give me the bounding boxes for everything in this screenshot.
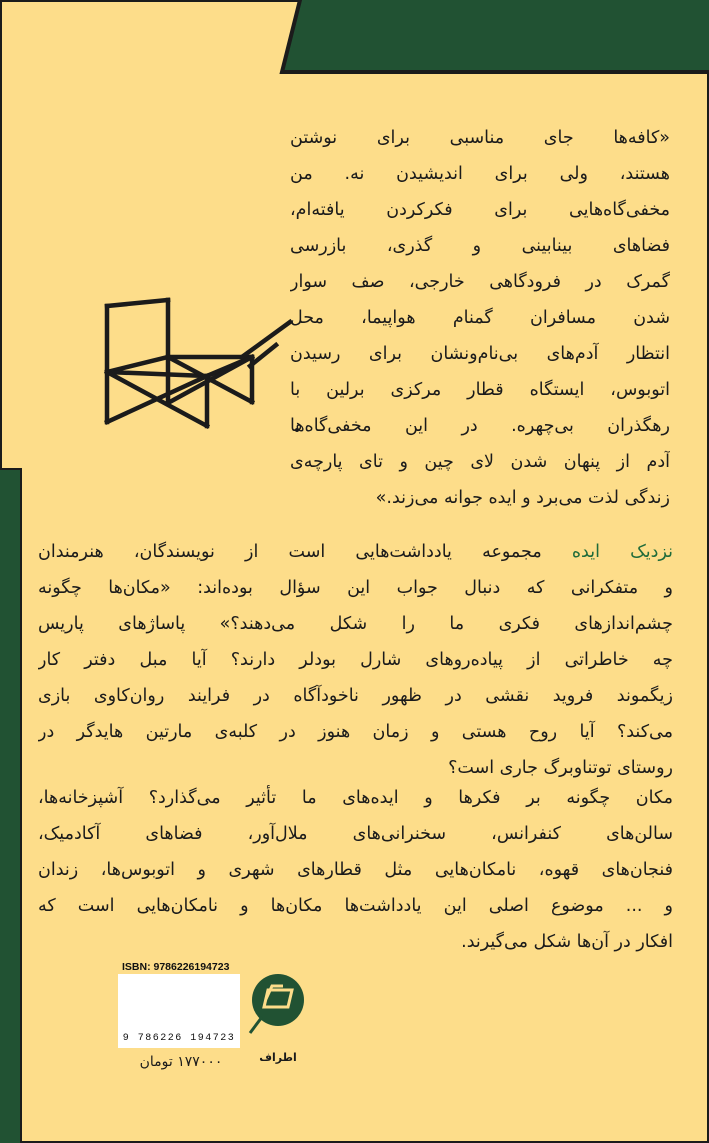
description-line: چه خاطراتی از پیاده‌روهای شارل بودلر دارند؟ آیا مبل دفتر کار bbox=[38, 650, 673, 670]
description-line: زیگموند فروید نقشی در ظهور ناخودآگاه در فرایند روان‌کاوی بازی bbox=[38, 686, 673, 706]
quote-line: شدن مسافران گمنام هواپیما، محل bbox=[290, 308, 670, 328]
description-line: سالن‌های کنفرانس، سخنرانی‌های ملال‌آور، فضاهای آکادمیک، bbox=[38, 824, 673, 844]
publisher-name: اطراف bbox=[259, 1051, 297, 1064]
description-line bbox=[38, 534, 673, 570]
description-line: مکان چگونه بر فکرها و ایده‌های ما تأثیر می‌گذارد؟ آشپزخانه‌ها، bbox=[38, 788, 673, 808]
description-line: چشم‌اندازهای فکری ما را شکل می‌دهند؟» پاساژهای پاریس bbox=[38, 614, 673, 634]
quote-line: آدم از پنهان شدن لای چین و تای پارچه‌ی bbox=[290, 452, 670, 472]
description-line: می‌کند؟ آیا روح هستی و زمان هنوز در کلبه‌ی مارتین هایدگر در bbox=[38, 722, 673, 742]
description-line: و متفکرانی که دنبال جواب این سؤال بوده‌اند: «مکان‌ها چگونه bbox=[38, 578, 673, 598]
barcode-digits: 9 786226 194723 bbox=[118, 1033, 240, 1044]
quote-line: رهگذران بی‌چهره. در این مخفی‌گاه‌ها bbox=[290, 416, 670, 436]
description-line-text: مجموعه یادداشت‌هایی است از نویسندگان، هنرمندان bbox=[38, 542, 572, 562]
quote-line: «کافه‌ها جای مناسبی برای نوشتن bbox=[290, 128, 670, 148]
quote-line: اتوبوس، ایستگاه قطار مرکزی برلین با bbox=[290, 380, 670, 400]
description-paragraph-2 bbox=[38, 780, 673, 960]
green-left-wall bbox=[0, 470, 20, 1143]
description-line: روستای توتناوبرگ جاری است؟ bbox=[448, 758, 673, 778]
quote-line: فضاهای بینابینی و گذری، بازرسی bbox=[290, 236, 670, 256]
price-label: ۱۷۷۰۰۰ تومان bbox=[139, 1054, 223, 1070]
book-title-inline: نزدیک ایده bbox=[571, 542, 673, 562]
description-line: و ... موضوع اصلی این یادداشت‌ها مکان‌ها و نامکان‌هایی است که bbox=[38, 896, 673, 916]
isbn-label: ISBN: 9786226194723 bbox=[122, 961, 230, 973]
description-paragraph-1 bbox=[38, 534, 673, 786]
green-corner-panel bbox=[282, 0, 709, 72]
quote-line: انتظار آدم‌های بی‌نام‌ونشان برای رسیدن bbox=[290, 344, 670, 364]
quote-line: مخفی‌گاه‌هایی برای فکرکردن یافته‌ام، bbox=[290, 200, 670, 220]
description-line: افکار در آن‌ها شکل می‌گیرند. bbox=[461, 932, 673, 952]
quote-line: زندگی لذت می‌برد و ایده جوانه می‌زند.» bbox=[375, 488, 670, 508]
quote-line: هستند، ولی برای اندیشیدن نه. من bbox=[290, 164, 670, 184]
quote-line: گمرک در فرودگاهی خارجی، صف سوار bbox=[290, 272, 670, 292]
description-line: فنجان‌های قهوه، نامکان‌هایی مثل قطارهای شهری و اتوبوس‌ها، زندان bbox=[38, 860, 673, 880]
quote-block bbox=[290, 120, 670, 516]
